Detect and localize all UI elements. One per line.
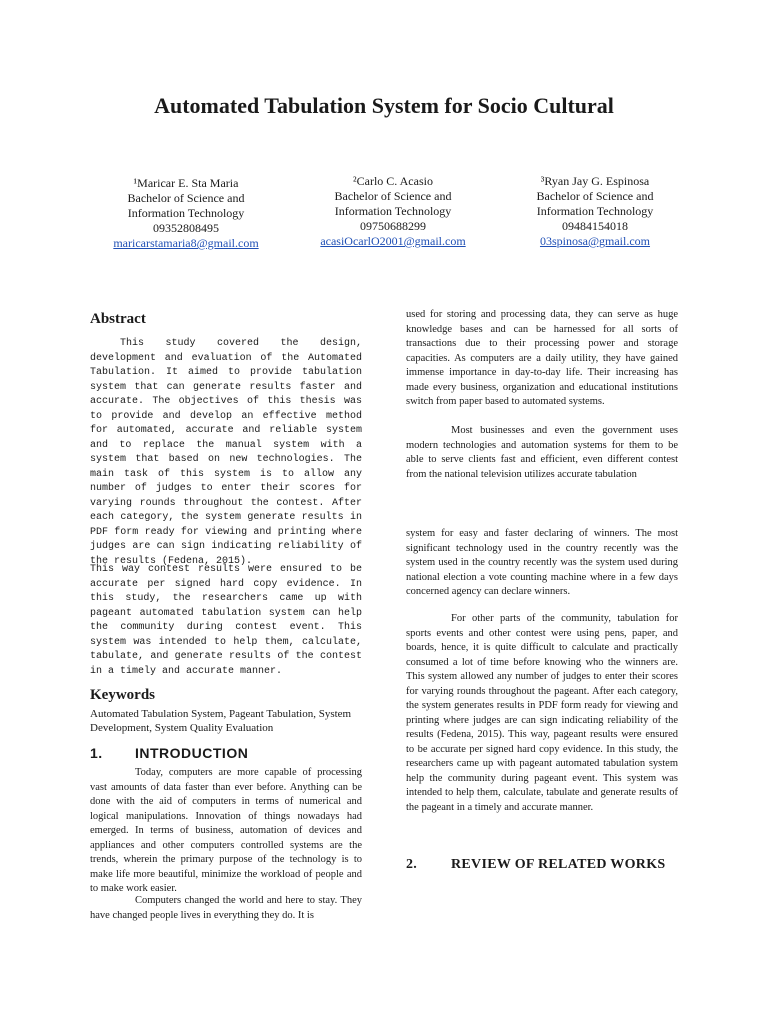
- introduction-heading: [90, 745, 248, 761]
- author-email-link[interactable]: maricarstamaria8@gmail.com: [113, 236, 259, 250]
- author-field: Information Technology: [536, 204, 654, 218]
- author-email-link[interactable]: acasiOcarlO2001@gmail.com: [320, 234, 466, 248]
- keywords-heading: Keywords: [90, 687, 155, 703]
- body-paragraph-2: Most businesses and even the government uses modern technologies and automation systems for them to be able to serve clients fast and efficient, even different contest from the national television utilizes accurate tabulation: [406, 425, 678, 480]
- author-block-2: [293, 174, 493, 249]
- author-name: ²Carlo C. Acasio: [353, 174, 433, 188]
- section-number: 1.: [90, 745, 103, 761]
- abstract-paragraph-2: This way contest results were ensured to be accurate per signed hard copy evidence. In this study, the researchers came up with pageant automated tabulation system can help the community during contest event. This system was intended to help them, calculate, tabulate, and generate results of the contest in a timely and accurate manner.: [90, 564, 362, 677]
- abstract-paragraph-1: This study covered the design, development and evaluation of the Automated Tabulation. It aimed to provide tabulation system that can generate results faster and accurate. The objectives of this thesis was to provide and develop an effective method for automated, accurate and reliable system and to replace the manual system with a system that based on new technologies. The main task of this system is to allow any number of judges to enter their scores for varying rounds throughout the contest. After each category, the system generate results in PDF form ready for viewing and printing where judges are can sign indicating reliability of the results (Fedena, 2015).: [90, 338, 362, 567]
- author-phone: 09484154018: [562, 219, 628, 233]
- author-degree: Bachelor of Science and: [536, 189, 654, 203]
- paper-title: Automated Tabulation System for Socio Cultural: [154, 93, 614, 118]
- section-title: INTRODUCTION: [135, 745, 249, 761]
- intro-paragraph-2: Computers changed the world and here to stay. They have changed people lives in everything they do. It is: [90, 895, 362, 921]
- author-email-link[interactable]: 03spinosa@gmail.com: [539, 234, 651, 248]
- author-block-3: [495, 174, 695, 249]
- author-phone: 09750688299: [360, 219, 426, 233]
- section-number: 2.: [406, 857, 418, 872]
- author-name: ¹Maricar E. Sta Maria: [133, 176, 239, 190]
- author-field: Information Technology: [334, 204, 452, 218]
- section-title: REVIEW OF RELATED WORKS: [451, 857, 666, 872]
- review-heading: [406, 857, 665, 873]
- abstract-heading: Abstract: [90, 311, 146, 327]
- author-degree: Bachelor of Science and: [127, 191, 245, 205]
- body-paragraph-1: used for storing and processing data, they can serve as huge knowledge bases and can be harnessed for all sorts of transactions due to their processing power and storage capacities. As computers are a daily utility, they have gained immense importance in day-to-day life. Their increasing has made every business, organization and educational institutions switch from paper based to automated systems.: [406, 309, 678, 407]
- author-phone: 09352808495: [153, 221, 219, 235]
- body-paragraph-3: system for easy and faster declaring of winners. The most significant technology used in the country recently was the system used in the country recently was the system used during national election a vote counting machine where in a few days concerned agency can declare winners.: [406, 528, 678, 597]
- author-field: Information Technology: [127, 206, 245, 220]
- author-block-1: [86, 176, 286, 251]
- body-paragraph-4: For other parts of the community, tabulation for sports events and other contest were using pens, paper, and boards, hence, it is quite difficult to calculate and practically consumed a lot of time before knowing who the winners are. This system allowed any number of judges to enter their scores for varying rounds throughout the pageant. After each category, the system generates results in PDF form ready for viewing and printing where judges are can sign indicating reliability of the results (Fedena, 2015). This way, pageant results were ensured to be accurate per signed hard copy evidence. In this study, the researchers came up with pageant automated tabulation system help the community during pageant event. This system was intended to help them, calculate, tabulate and generate results of the pageant in a timely and accurate manner.: [406, 613, 678, 813]
- keywords-text: Automated Tabulation System, Pageant Tabulation, System Development, System Quality Evaluation: [90, 708, 352, 734]
- author-name: ³Ryan Jay G. Espinosa: [540, 174, 650, 188]
- intro-paragraph-1: Today, computers are more capable of processing vast amounts of data faster than ever before. Anything can be done with the aid of computers in terms of numerical and logical manipulations. Innovation of things nowadays had emerged. In terms of business, automation of devices and appliances and other computers controlled systems are the trends, wherein the primary purpose of the technology is to make life more beautiful, minimize the workload of people and to make work easier.: [90, 767, 362, 894]
- author-degree: Bachelor of Science and: [334, 189, 452, 203]
